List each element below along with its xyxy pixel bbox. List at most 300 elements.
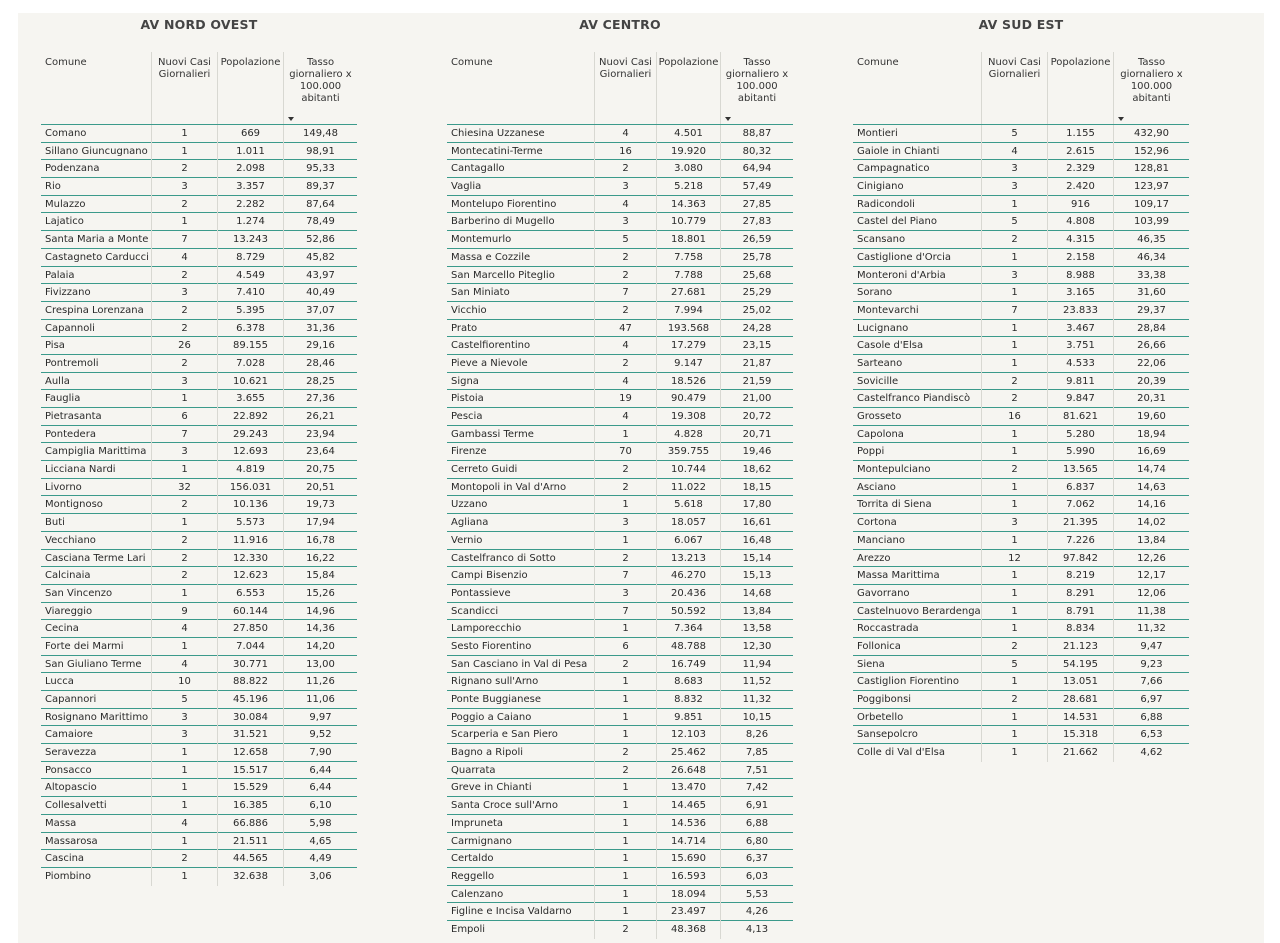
cell-popolazione: 12.330	[217, 550, 283, 568]
header-label: Nuovi Casi Giornalieri	[158, 57, 211, 80]
header-label: Comune	[857, 57, 899, 68]
table-row	[447, 461, 793, 479]
cell-popolazione: 9.147	[656, 355, 720, 373]
cell-tasso: 103,99	[1113, 213, 1189, 231]
cell-tasso: 5,98	[283, 815, 357, 833]
cell-tasso: 27,85	[720, 196, 793, 214]
cell-comune: Montevarchi	[857, 304, 919, 316]
cell-nuovi-casi: 2	[151, 532, 217, 550]
cell-popolazione: 4.315	[1047, 231, 1113, 249]
cell-comune: Viareggio	[45, 605, 93, 617]
cell-comune: Crespina Lorenzana	[45, 304, 144, 316]
cell-nuovi-casi: 2	[594, 550, 656, 568]
cell-tasso: 8,26	[720, 726, 793, 744]
cell-tasso: 14,36	[283, 620, 357, 638]
table-row	[853, 302, 1189, 320]
cell-tasso: 3,06	[283, 868, 357, 886]
cell-tasso: 6,91	[720, 797, 793, 815]
cell-popolazione: 89.155	[217, 337, 283, 355]
cell-popolazione: 14.363	[656, 196, 720, 214]
cell-tasso: 6,37	[720, 850, 793, 868]
table-row	[853, 603, 1189, 621]
cell-comune: Santa Croce sull'Arno	[451, 800, 558, 812]
cell-tasso: 23,64	[283, 443, 357, 461]
cell-popolazione: 18.526	[656, 373, 720, 391]
cell-nuovi-casi: 3	[981, 178, 1047, 196]
cell-popolazione: 8.988	[1047, 267, 1113, 285]
cell-comune: Lucca	[45, 676, 74, 688]
cell-nuovi-casi: 2	[151, 267, 217, 285]
table-row	[853, 585, 1189, 603]
cell-popolazione: 9.847	[1047, 390, 1113, 408]
cell-nuovi-casi: 1	[151, 143, 217, 161]
panel-title: AV CENTRO	[579, 17, 661, 32]
cell-nuovi-casi: 10	[151, 673, 217, 691]
cell-tasso: 149,48	[283, 125, 357, 143]
cell-popolazione: 5.395	[217, 302, 283, 320]
cell-comune: Cortona	[857, 517, 897, 529]
cell-tasso: 57,49	[720, 178, 793, 196]
cell-popolazione: 31.521	[217, 726, 283, 744]
header-tasso[interactable]	[720, 52, 793, 124]
cell-popolazione: 15.318	[1047, 726, 1113, 744]
table-row	[447, 903, 793, 921]
cell-popolazione: 7.788	[656, 267, 720, 285]
cell-comune: Firenze	[451, 446, 487, 458]
cell-comune: Comano	[45, 128, 87, 139]
cell-tasso: 18,62	[720, 461, 793, 479]
cell-nuovi-casi: 3	[151, 373, 217, 391]
cell-tasso: 27,83	[720, 213, 793, 231]
table-row	[447, 426, 793, 444]
cell-popolazione: 50.592	[656, 603, 720, 621]
table-row	[447, 143, 793, 161]
cell-nuovi-casi: 1	[594, 797, 656, 815]
cell-comune: Buti	[45, 517, 65, 529]
cell-popolazione: 10.744	[656, 461, 720, 479]
table-row	[447, 196, 793, 214]
table-row	[41, 850, 357, 868]
cell-comune: Pieve a Nievole	[451, 357, 528, 369]
cell-nuovi-casi: 1	[981, 426, 1047, 444]
cell-tasso: 87,64	[283, 196, 357, 214]
cell-comune: Colle di Val d'Elsa	[857, 747, 945, 759]
table-row	[853, 160, 1189, 178]
cell-popolazione: 66.886	[217, 815, 283, 833]
table-row	[447, 514, 793, 532]
cell-comune: Vaglia	[451, 181, 482, 193]
cell-popolazione: 2.282	[217, 196, 283, 214]
cell-popolazione: 12.658	[217, 744, 283, 762]
cell-nuovi-casi: 2	[981, 691, 1047, 709]
cell-tasso: 45,82	[283, 249, 357, 267]
cell-tasso: 46,34	[1113, 249, 1189, 267]
cell-nuovi-casi: 4	[594, 337, 656, 355]
cell-popolazione: 16.385	[217, 797, 283, 815]
cell-comune: Cascina	[45, 853, 85, 865]
cell-comune: Cecina	[45, 623, 79, 635]
cell-nuovi-casi: 1	[981, 320, 1047, 338]
cell-tasso: 26,66	[1113, 337, 1189, 355]
table-row	[853, 355, 1189, 373]
table-row	[447, 886, 793, 904]
cell-nuovi-casi: 3	[151, 709, 217, 727]
table-row	[447, 284, 793, 302]
cell-tasso: 14,02	[1113, 514, 1189, 532]
table-row	[41, 656, 357, 674]
cell-comune: Torrita di Siena	[857, 499, 932, 511]
cell-nuovi-casi: 1	[981, 284, 1047, 302]
cell-nuovi-casi: 1	[981, 585, 1047, 603]
cell-tasso: 12,30	[720, 638, 793, 656]
cell-popolazione: 4.533	[1047, 355, 1113, 373]
cell-popolazione: 1.274	[217, 213, 283, 231]
cell-comune: Piombino	[45, 870, 92, 882]
table-row	[41, 461, 357, 479]
header-popolazione	[1047, 52, 1113, 124]
cell-popolazione: 4.828	[656, 426, 720, 444]
cell-nuovi-casi: 1	[594, 532, 656, 550]
cell-nuovi-casi: 4	[151, 249, 217, 267]
header-label: Nuovi Casi Giornalieri	[988, 57, 1041, 80]
cell-popolazione: 12.623	[217, 567, 283, 585]
table-row	[853, 550, 1189, 568]
cell-nuovi-casi: 1	[981, 337, 1047, 355]
cell-popolazione: 4.808	[1047, 213, 1113, 231]
table-row	[41, 762, 357, 780]
cell-comune: Carmignano	[451, 835, 512, 847]
cell-comune: Scansano	[857, 234, 906, 246]
table-row	[853, 337, 1189, 355]
cell-nuovi-casi: 2	[981, 461, 1047, 479]
cell-comune: Fivizzano	[45, 287, 91, 299]
cell-nuovi-casi: 1	[594, 709, 656, 727]
cell-tasso: 9,23	[1113, 656, 1189, 674]
cell-tasso: 4,49	[283, 850, 357, 868]
cell-comune: Rio	[45, 181, 61, 193]
table-row	[853, 479, 1189, 497]
cell-comune: Licciana Nardi	[45, 464, 116, 476]
header-label: Nuovi Casi Giornalieri	[599, 57, 652, 80]
table-row	[447, 815, 793, 833]
cell-nuovi-casi: 7	[594, 603, 656, 621]
cell-popolazione: 359.755	[656, 443, 720, 461]
sort-descending-icon[interactable]	[288, 117, 294, 121]
cell-popolazione: 16.749	[656, 656, 720, 674]
cell-nuovi-casi: 3	[151, 726, 217, 744]
cell-nuovi-casi: 7	[594, 284, 656, 302]
cell-popolazione: 193.568	[656, 320, 720, 338]
table-row	[41, 284, 357, 302]
cell-popolazione: 14.531	[1047, 709, 1113, 727]
cell-popolazione: 13.213	[656, 550, 720, 568]
cell-tasso: 15,84	[283, 567, 357, 585]
cell-nuovi-casi: 5	[594, 231, 656, 249]
cell-nuovi-casi: 3	[151, 443, 217, 461]
table-row	[853, 744, 1189, 762]
report-page	[18, 13, 1264, 943]
cell-nuovi-casi: 2	[594, 160, 656, 178]
cell-tasso: 24,28	[720, 320, 793, 338]
cell-popolazione: 3.165	[1047, 284, 1113, 302]
cell-comune: Castelnuovo Berardenga	[857, 605, 981, 617]
cell-tasso: 28,84	[1113, 320, 1189, 338]
cell-nuovi-casi: 4	[151, 815, 217, 833]
cell-comune: Castagneto Carducci	[45, 251, 149, 263]
cell-tasso: 13,58	[720, 620, 793, 638]
data-table	[447, 52, 793, 939]
cell-comune: Poppi	[857, 446, 885, 458]
cell-tasso: 15,13	[720, 567, 793, 585]
cell-popolazione: 97.842	[1047, 550, 1113, 568]
cell-tasso: 4,13	[720, 921, 793, 939]
cell-tasso: 9,47	[1113, 638, 1189, 656]
cell-comune: Sesto Fiorentino	[451, 640, 532, 652]
header-popolazione	[656, 52, 720, 124]
cell-comune: Rignano sull'Arno	[451, 676, 539, 688]
table-row	[41, 744, 357, 762]
cell-tasso: 20,72	[720, 408, 793, 426]
cell-popolazione: 30.771	[217, 656, 283, 674]
cell-comune: Ponsacco	[45, 764, 92, 776]
cell-tasso: 14,74	[1113, 461, 1189, 479]
table-row	[853, 620, 1189, 638]
cell-comune: Seravezza	[45, 747, 97, 759]
table-row	[41, 143, 357, 161]
cell-nuovi-casi: 3	[594, 514, 656, 532]
table-row	[853, 408, 1189, 426]
cell-tasso: 123,97	[1113, 178, 1189, 196]
cell-nuovi-casi: 4	[981, 143, 1047, 161]
cell-comune: Casciana Terme Lari	[45, 552, 146, 564]
cell-popolazione: 27.850	[217, 620, 283, 638]
cell-comune: Scarperia e San Piero	[451, 729, 558, 741]
sort-descending-icon[interactable]	[1118, 117, 1124, 121]
cell-comune: Roccastrada	[857, 623, 919, 635]
table-row	[447, 532, 793, 550]
cell-popolazione: 18.057	[656, 514, 720, 532]
table-row	[447, 302, 793, 320]
cell-popolazione: 21.395	[1047, 514, 1113, 532]
data-table	[853, 52, 1189, 762]
cell-nuovi-casi: 1	[151, 585, 217, 603]
cell-tasso: 22,06	[1113, 355, 1189, 373]
cell-nuovi-casi: 1	[594, 886, 656, 904]
cell-tasso: 13,84	[1113, 532, 1189, 550]
header-tasso[interactable]	[1113, 52, 1189, 124]
cell-tasso: 10,15	[720, 709, 793, 727]
header-label: Popolazione	[1050, 57, 1111, 68]
cell-popolazione: 15.517	[217, 762, 283, 780]
cell-nuovi-casi: 2	[594, 744, 656, 762]
cell-popolazione: 3.751	[1047, 337, 1113, 355]
header-comune	[447, 52, 594, 124]
cell-comune: Cantagallo	[451, 163, 505, 175]
table-row	[41, 673, 357, 691]
cell-popolazione: 19.308	[656, 408, 720, 426]
cell-tasso: 7,66	[1113, 673, 1189, 691]
cell-comune: San Miniato	[451, 287, 510, 299]
cell-nuovi-casi: 3	[151, 178, 217, 196]
cell-comune: Santa Maria a Monte	[45, 234, 149, 246]
cell-comune: Lajatico	[45, 216, 84, 228]
cell-tasso: 7,85	[720, 744, 793, 762]
cell-nuovi-casi: 2	[594, 302, 656, 320]
table-row	[853, 443, 1189, 461]
cell-nuovi-casi: 4	[151, 620, 217, 638]
cell-nuovi-casi: 3	[151, 284, 217, 302]
cell-comune: Impruneta	[451, 817, 504, 829]
cell-popolazione: 14.536	[656, 815, 720, 833]
header-label: Popolazione	[658, 57, 719, 68]
cell-tasso: 432,90	[1113, 125, 1189, 143]
cell-nuovi-casi: 1	[981, 744, 1047, 762]
cell-tasso: 11,32	[720, 691, 793, 709]
cell-nuovi-casi: 2	[594, 267, 656, 285]
cell-popolazione: 30.084	[217, 709, 283, 727]
cell-comune: Sarteano	[857, 357, 903, 369]
cell-comune: Massa	[45, 817, 77, 829]
header-tasso[interactable]	[283, 52, 357, 124]
cell-tasso: 80,32	[720, 143, 793, 161]
cell-popolazione: 12.693	[217, 443, 283, 461]
cell-popolazione: 7.364	[656, 620, 720, 638]
cell-tasso: 15,14	[720, 550, 793, 568]
cell-tasso: 12,26	[1113, 550, 1189, 568]
table-header	[447, 52, 793, 125]
table-row	[447, 125, 793, 143]
table-row	[41, 302, 357, 320]
cell-nuovi-casi: 1	[981, 603, 1047, 621]
cell-popolazione: 18.094	[656, 886, 720, 904]
table-row	[447, 249, 793, 267]
table-row	[853, 178, 1189, 196]
cell-nuovi-casi: 9	[151, 603, 217, 621]
table-row	[41, 213, 357, 231]
table-row	[853, 249, 1189, 267]
cell-comune: Montepulciano	[857, 464, 931, 476]
cell-popolazione: 11.022	[656, 479, 720, 497]
cell-nuovi-casi: 7	[151, 426, 217, 444]
table-row	[41, 550, 357, 568]
table-row	[853, 496, 1189, 514]
cell-comune: Castel del Piano	[857, 216, 937, 228]
cell-popolazione: 8.729	[217, 249, 283, 267]
cell-comune: Pontassieve	[451, 587, 511, 599]
cell-tasso: 27,36	[283, 390, 357, 408]
cell-nuovi-casi: 19	[594, 390, 656, 408]
cell-tasso: 14,16	[1113, 496, 1189, 514]
cell-nuovi-casi: 2	[594, 479, 656, 497]
cell-popolazione: 1.155	[1047, 125, 1113, 143]
cell-popolazione: 2.158	[1047, 249, 1113, 267]
cell-tasso: 33,38	[1113, 267, 1189, 285]
cell-popolazione: 4.501	[656, 125, 720, 143]
cell-comune: Castiglion Fiorentino	[857, 676, 960, 688]
panel-title: AV SUD EST	[978, 17, 1064, 32]
cell-nuovi-casi: 70	[594, 443, 656, 461]
cell-tasso: 23,15	[720, 337, 793, 355]
cell-comune: Forte dei Marmi	[45, 640, 124, 652]
cell-nuovi-casi: 1	[981, 709, 1047, 727]
cell-comune: Vernio	[451, 534, 483, 546]
cell-nuovi-casi: 1	[981, 620, 1047, 638]
cell-popolazione: 1.011	[217, 143, 283, 161]
header-nuovi-casi	[594, 52, 656, 124]
cell-nuovi-casi: 3	[981, 160, 1047, 178]
cell-popolazione: 7.028	[217, 355, 283, 373]
cell-comune: Massa e Cozzile	[451, 251, 531, 263]
cell-comune: Pontremoli	[45, 357, 99, 369]
cell-popolazione: 13.470	[656, 779, 720, 797]
cell-comune: Vecchiano	[45, 534, 96, 546]
cell-nuovi-casi: 6	[151, 408, 217, 426]
cell-comune: San Vincenzo	[45, 587, 113, 599]
cell-tasso: 12,06	[1113, 585, 1189, 603]
cell-tasso: 89,37	[283, 178, 357, 196]
cell-nuovi-casi: 1	[151, 744, 217, 762]
table-row	[853, 709, 1189, 727]
table-row	[41, 337, 357, 355]
cell-nuovi-casi: 2	[981, 390, 1047, 408]
cell-comune: Casole d'Elsa	[857, 340, 924, 352]
cell-popolazione: 10.136	[217, 496, 283, 514]
cell-popolazione: 7.062	[1047, 496, 1113, 514]
cell-comune: Capannori	[45, 694, 97, 705]
cell-comune: Quarrata	[451, 764, 496, 776]
cell-popolazione: 5.218	[656, 178, 720, 196]
table-row	[447, 726, 793, 744]
cell-nuovi-casi: 1	[151, 638, 217, 656]
cell-tasso: 20,51	[283, 479, 357, 497]
cell-popolazione: 12.103	[656, 726, 720, 744]
cell-tasso: 16,61	[720, 514, 793, 532]
cell-tasso: 6,80	[720, 833, 793, 851]
table-row	[447, 160, 793, 178]
cell-tasso: 64,94	[720, 160, 793, 178]
cell-tasso: 19,73	[283, 496, 357, 514]
cell-popolazione: 10.621	[217, 373, 283, 391]
cell-comune: Camaiore	[45, 729, 93, 741]
table-row	[853, 231, 1189, 249]
table-row	[41, 160, 357, 178]
cell-tasso: 6,88	[720, 815, 793, 833]
cell-nuovi-casi: 1	[981, 355, 1047, 373]
table-row	[447, 496, 793, 514]
table-row	[41, 620, 357, 638]
cell-tasso: 11,32	[1113, 620, 1189, 638]
table-row	[447, 691, 793, 709]
cell-tasso: 78,49	[283, 213, 357, 231]
cell-tasso: 12,17	[1113, 567, 1189, 585]
table-row	[41, 514, 357, 532]
cell-tasso: 26,59	[720, 231, 793, 249]
cell-comune: San Marcello Piteglio	[451, 269, 555, 281]
cell-comune: Uzzano	[451, 499, 488, 511]
cell-tasso: 21,59	[720, 373, 793, 391]
cell-popolazione: 54.195	[1047, 656, 1113, 674]
table-row	[41, 231, 357, 249]
cell-popolazione: 4.819	[217, 461, 283, 479]
table-row	[853, 673, 1189, 691]
table-row	[447, 833, 793, 851]
cell-popolazione: 10.779	[656, 213, 720, 231]
sort-descending-icon[interactable]	[725, 117, 731, 121]
header-label: Tasso giornaliero x 100.000 abitanti	[725, 57, 789, 104]
table-row	[447, 603, 793, 621]
panel-title: AV NORD OVEST	[140, 17, 258, 32]
cell-comune: Montecatini-Terme	[451, 145, 543, 157]
